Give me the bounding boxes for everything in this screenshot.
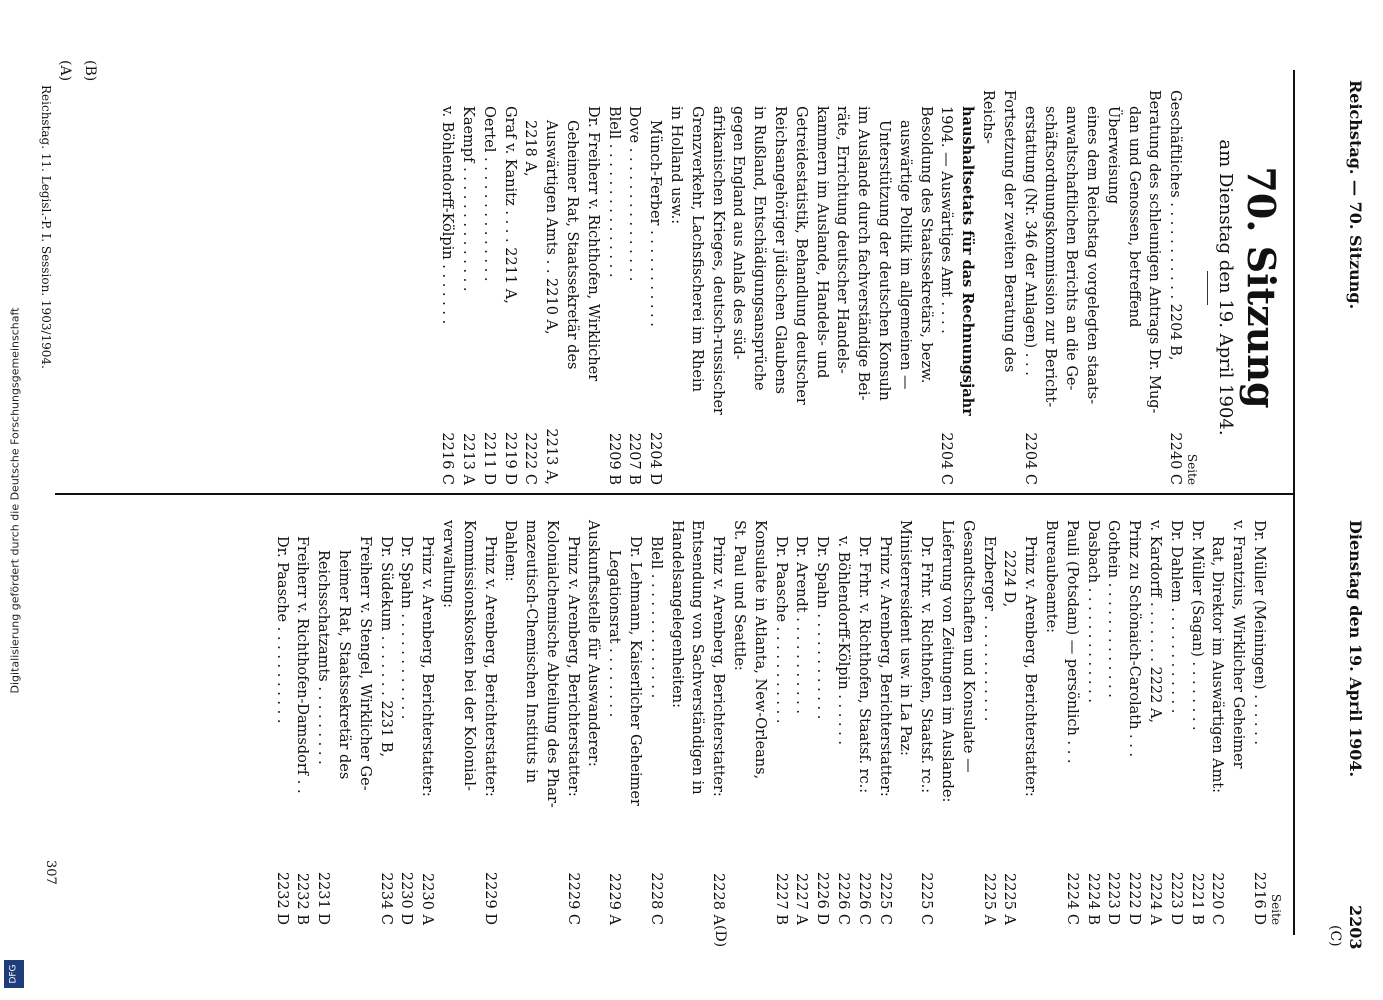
right-entries (271, 520, 1269, 925)
toc-entry-page: 2226 C (855, 872, 872, 925)
toc-entry-text: v. Frantzius, Wirklicher Geheimer (1230, 520, 1247, 769)
toc-entry-text: auswärtige Politik im allgemeinen — (896, 120, 913, 390)
running-header-left: Reichstag. — 70. Sitzung. (1346, 80, 1365, 310)
toc-entry (686, 90, 707, 485)
toc-entry (1248, 520, 1269, 925)
toc-entry-text: v. Böhlendorff-Kölpin . . . . . . . (439, 106, 456, 325)
toc-entry (1019, 90, 1040, 485)
toc-entry-page: 2224 C (1063, 872, 1080, 925)
seite-label: Seite (1185, 453, 1200, 485)
toc-entry (1060, 90, 1081, 485)
toc-entry (416, 520, 437, 925)
toc-entry-text: Dr. Paasche . . . . . . . . . . . (772, 536, 789, 724)
toc-entry (479, 520, 500, 925)
toc-entry-text: Oertel . . . . . . . . . . . . . . (480, 106, 497, 282)
toc-entry-text: Gesandtschaften und Konsulate — (959, 520, 976, 773)
toc-entry (1186, 520, 1207, 925)
toc-entry-text: gegen England aus Anlaß des süd- (730, 106, 747, 360)
left-entries (437, 90, 1186, 485)
toc-entry (458, 520, 479, 925)
toc-entry (333, 520, 354, 925)
toc-entry-text: in Holland usw.: (668, 106, 685, 225)
toc-entry (832, 520, 853, 925)
toc-entry-text: Konsulate in Atlanta, New-Orleans, (751, 520, 768, 780)
printer-signature: 307 (43, 860, 58, 885)
toc-entry-text: Graf v. Kanitz . . . . 2211 A, (501, 106, 518, 304)
toc-entry (999, 520, 1020, 925)
toc-entry (271, 520, 292, 925)
toc-entry-text: anwaltschaftlichen Berichts an die Ge- (1063, 106, 1080, 391)
toc-entry-text: afrikanischen Krieges, deutsch-russischer (709, 106, 726, 415)
toc-entry-text: Dr. Frhr. v. Richthofen, Staatsf. rc.: (855, 536, 872, 794)
toc-entry-text: verwaltung: (439, 520, 456, 609)
toc-entry (457, 90, 478, 485)
toc-entry-text: Dr. Müller (Sagan) . . . . . . . . (1188, 520, 1205, 731)
toc-entry-text: Dove . . . . . . . . . . . . . . . (626, 106, 643, 282)
toc-entry-text: Dr. Frhr. v. Richthofen, Staatsf. rc.: (918, 536, 935, 794)
toc-entry-page: 2225 C (876, 872, 893, 925)
toc-entry-text: Bureaubeamte: (1043, 520, 1060, 634)
header-rule (1293, 70, 1295, 935)
dfg-logo-text: DFG (9, 964, 19, 984)
toc-entry-text: Münch-Ferber . . . . . . . . . . . (647, 120, 664, 327)
toc-entry-text: dan und Genossen, betreffend Überweisung (1104, 106, 1142, 328)
toc-entry-text: v. Böhlendorff-Kölpin . . . . . . (835, 536, 852, 745)
toc-entry (292, 520, 313, 925)
toc-entry (1123, 520, 1144, 925)
toc-entry (375, 520, 396, 925)
toc-entry-text: eines dem Reichstag vorgelegten staats- (1084, 106, 1101, 405)
toc-entry (1040, 520, 1061, 925)
toc-entry-text: Blell . . . . . . . . . . . . . . . (605, 106, 622, 278)
toc-entry-text: Blell . . . . . . . . . . . . . . (647, 536, 664, 699)
toc-entry (936, 90, 957, 485)
toc-entry-page: 2204 C (1021, 432, 1038, 485)
toc-entry-text: Prinz v. Arenberg, Berichterstatter: (419, 536, 436, 797)
toc-entry-text: Prinz zu Schönaich-Carolath . . . (1126, 520, 1143, 758)
session-title: 70. Sitzung (1239, 166, 1284, 409)
toc-entry (811, 520, 832, 925)
toc-entry-text: Lieferung von Zeitungen im Auslande: (939, 520, 956, 803)
toc-entry (977, 90, 1019, 485)
toc-entry-text: Dr. Freiherr v. Richthofen, Wirklicher (584, 106, 601, 382)
toc-entry (1227, 520, 1248, 925)
toc-entry-text: Prinz v. Arenberg, Berichterstatter: (710, 536, 727, 797)
toc-entry-page: 2220 C (1209, 872, 1226, 925)
toc-entry-text: Auswärtigen Amts . . 2210 A, (543, 120, 560, 335)
toc-entry (1019, 520, 1040, 925)
toc-entry-text: Reichsangehöriger jüdischen Glaubens (772, 106, 789, 394)
toc-entry-text: Grenzverkehr, Lachsfischerei im Rhein (688, 106, 705, 392)
toc-entry (707, 520, 728, 925)
page-number: 2203 (1346, 905, 1365, 950)
toc-entry-page: 2222 C (522, 432, 539, 485)
toc-entry (354, 520, 375, 925)
toc-entry-text: v. Kardorff . . . . . . . 2222 A, (1147, 520, 1164, 724)
toc-entry-text: schäftsordnungskommission zur Bericht- (1042, 106, 1059, 408)
toc-entry (644, 90, 665, 485)
toc-entry (500, 520, 521, 925)
toc-entry (811, 90, 832, 485)
toc-entry-text: haushaltsetats für das Rechnungsjahr (959, 106, 977, 416)
toc-entry-text: Rat, Direktor im Auswärtigen Amt: (1209, 536, 1226, 794)
toc-entry (769, 90, 790, 485)
toc-entry-text: Prinz v. Arenberg, Berichterstatter: (564, 536, 581, 797)
toc-entry-text: Prinz v. Arenberg, Berichterstatter: (1022, 536, 1039, 797)
toc-entry-text: 2224 D, (1001, 550, 1018, 608)
toc-entry-text: Dr. Arendt . . . . . . . . . . . (793, 536, 810, 715)
toc-entry (437, 90, 458, 485)
toc-entry-page: 2230 A (419, 873, 436, 925)
toc-entry-text: 1904. — Auswärtiges Amt . . . . (938, 106, 955, 334)
toc-entry-page: 2216 D (1251, 871, 1267, 925)
toc-entry (790, 90, 811, 485)
toc-entry-page: 2216 C (439, 432, 456, 485)
toc-entry-page: 2229 A (606, 873, 623, 925)
toc-entry-text: Dr. Müller (Meiningen) . . . . . . (1251, 520, 1267, 745)
column-divider (55, 493, 1295, 495)
toc-entry-text: Handelsangelegenheiten: (668, 520, 685, 709)
toc-entry-page: 2224 B (1084, 872, 1101, 925)
toc-entry (915, 90, 936, 485)
toc-entry-page: 2225 A (1001, 873, 1018, 925)
toc-entry (562, 520, 583, 925)
seite-label: Seite (1269, 893, 1283, 925)
digitization-credit (0, 0, 30, 1000)
toc-entry-text: Dr. Spahn . . . . . . . . . . . . (814, 536, 831, 720)
toc-entry-page: 2234 C (377, 872, 394, 925)
toc-entry (956, 90, 977, 485)
toc-entry (936, 520, 957, 925)
toc-entry (832, 90, 853, 485)
toc-entry-text: Dahlem: (502, 520, 519, 582)
toc-entry-page: 2230 D (398, 871, 415, 925)
toc-entry-page: 2227 A (793, 873, 810, 925)
toc-entry (312, 520, 333, 925)
toc-entry (561, 90, 582, 485)
toc-entry-page: 2222 D (1126, 871, 1143, 925)
toc-entry-page: 2225 C (918, 872, 935, 925)
toc-entry (396, 520, 417, 925)
toc-entry (437, 520, 458, 925)
toc-entry (770, 520, 791, 925)
toc-entry-text: Freiherr v. Stengel, Wirklicher Ge- (356, 536, 373, 791)
toc-entry-text: Prinz v. Arenberg, Berichterstatter: (481, 536, 498, 797)
toc-entry-text: heimer Rat, Staatssekretär des (335, 550, 352, 780)
toc-entry-text: Fortsetzung der zweiten Beratung des Reichs- (980, 90, 1017, 373)
toc-entry (1165, 520, 1186, 925)
toc-entry-text: Dr. Dahlem . . . . . . . . . . . . (1167, 520, 1184, 714)
toc-entry (852, 90, 873, 485)
toc-entry (541, 520, 562, 925)
toc-entry-page: 2229 D (481, 871, 498, 925)
dfg-logo (4, 960, 24, 988)
toc-entry (957, 520, 978, 925)
toc-entry (499, 90, 520, 485)
toc-entry-page: 2223 D (1105, 871, 1122, 925)
toc-entry-text: Dr. Lehmann, Kaiserlicher Geheimer (627, 536, 644, 806)
toc-entry-text: Besoldung des Staatssekretärs, bezw. (917, 106, 934, 384)
toc-entry (1061, 520, 1082, 925)
toc-entry-text: Erzberger . . . . . . . . . . . . (980, 536, 997, 722)
toc-entry-text: kammern im Auslande, Handels- und (813, 106, 830, 379)
toc-entry-text: Geschäftliches . . . . . . . . . . . 2204 B, (1167, 90, 1184, 361)
toc-entry (1144, 520, 1165, 925)
toc-entry (541, 90, 562, 485)
toc-entry (1164, 90, 1185, 485)
toc-entry-text: Dr. Paasche . . . . . . . . . . . (273, 536, 290, 724)
toc-entry (645, 520, 666, 925)
toc-entry-page: 2224 A (1147, 873, 1164, 925)
toc-entry (853, 520, 874, 925)
toc-entry-text: Legationsrat . . . . . . . . (606, 550, 623, 718)
toc-entry-text: St. Paul und Seattle: (731, 520, 748, 671)
toc-entry (583, 520, 604, 925)
toc-entry-page: 2225 A (980, 873, 997, 925)
toc-entry-text: Kaempf . . . . . . . . . . . . . . (460, 106, 477, 292)
toc-entry (624, 520, 645, 925)
toc-entry-text: Kolonialchemische Abteilung des Phar- (543, 520, 560, 808)
toc-entry-page: 2226 D (814, 871, 831, 925)
toc-entry-page: 2207 B (626, 432, 643, 485)
toc-entry-page: 2223 D (1167, 871, 1184, 925)
toc-entry-text: im Auslande durch fachverständige Bei- (855, 106, 872, 401)
toc-entry-page: 2227 B (772, 872, 789, 925)
toc-entry-page: 2231 D (315, 871, 332, 925)
toc-entry (582, 90, 603, 485)
toc-entry-text: Dasbach . . . . . . . . . . . . . (1084, 520, 1101, 703)
toc-entry-page: 2240 C (1167, 432, 1184, 485)
digitization-credit-text: Digitalisierung gefördert durch die Deutsche Forschungsgemeinschaft (8, 307, 22, 693)
toc-entry-page: 2204 D (647, 431, 664, 485)
toc-entry (915, 520, 936, 925)
toc-entry-text: Dr. Spahn . . . . . . . . . . . . (398, 536, 415, 720)
toc-entry (520, 90, 541, 485)
toc-entry (665, 90, 686, 485)
toc-entry (604, 520, 625, 925)
margin-mark-d: (D) (712, 925, 728, 948)
volume-footer: Reichstag. 11. Legisl.-P. I. Session. 1903/1904. (39, 85, 53, 369)
toc-entry-page: 2204 C (938, 432, 955, 485)
toc-entry-page: 2232 B (294, 872, 311, 925)
toc-entry-text: räte, Errichtung deutscher Handels- (834, 106, 851, 374)
toc-entry (1207, 520, 1228, 925)
toc-entry (749, 520, 770, 925)
toc-entry-text: Pauli (Potsdam) — persönlich . . . (1063, 520, 1080, 764)
toc-entry (520, 520, 541, 925)
margin-mark-b: (B) (82, 60, 98, 82)
toc-entry-text: 2218 A, (522, 120, 539, 177)
running-header-right: Dienstag den 19. April 1904. (1346, 520, 1365, 778)
toc-entry-text: Auskunftsstelle für Auswanderer: (585, 520, 602, 767)
toc-entry (1081, 90, 1102, 485)
toc-entry-text: Gothein . . . . . . . . . . . . . (1105, 520, 1122, 698)
title-divider (1207, 271, 1208, 305)
toc-entry-text: Freiherr v. Richthofen-Damsdorf . . (294, 536, 311, 794)
toc-entry (1040, 90, 1061, 485)
toc-entry-text: Reichsschatzamts . . . . . . . . . (315, 550, 332, 765)
toc-entry-page: 2213 A (460, 433, 477, 485)
toc-entry-page: 2221 B (1188, 872, 1205, 925)
toc-entry (895, 520, 916, 925)
toc-entry-page: 2211 D (480, 431, 497, 485)
toc-entry-text: Getreidestatistik, Behandlung deutscher (792, 106, 809, 405)
toc-entry (873, 90, 894, 485)
toc-entry-text: Dr. Südekum . . . . . . . 2231 B, (377, 536, 394, 758)
toc-entry (791, 520, 812, 925)
toc-entry (874, 520, 895, 925)
toc-entry-text: Entsendung von Sachverständigen in (689, 520, 706, 795)
right-column (271, 520, 1283, 925)
toc-entry (1103, 520, 1124, 925)
toc-entry (1144, 90, 1165, 485)
toc-entry (1102, 90, 1144, 485)
toc-entry-page: 2226 C (835, 872, 852, 925)
left-column (437, 90, 1283, 485)
toc-entry (728, 520, 749, 925)
toc-entry-text: Kommissionskosten bei der Kolonial- (460, 520, 477, 791)
toc-entry-page: 2228 C (647, 872, 664, 925)
toc-entry-page: 2209 B (605, 432, 622, 485)
toc-entry (603, 90, 624, 485)
toc-entry (666, 520, 687, 925)
toc-entry-text: Beratung des schleunigen Antrags Dr. Mug- (1146, 90, 1163, 414)
toc-entry (687, 520, 708, 925)
toc-entry (894, 90, 915, 485)
toc-entry-text: Geheimer Rat, Staatssekretär des (564, 120, 581, 370)
toc-entry (1082, 520, 1103, 925)
toc-entry-text: Ministerresident usw. in La Paz: (897, 520, 914, 756)
margin-mark-c: (C) (1327, 925, 1343, 947)
toc-entry (728, 90, 749, 485)
toc-entry-page: 2213 A, (543, 428, 560, 485)
toc-entry-page: 2228 A (710, 873, 727, 925)
toc-entry-page: 2229 C (564, 872, 581, 925)
toc-entry-text: in Rußland, Entschädigungsansprüche (751, 106, 768, 391)
margin-mark-a: (A) (57, 60, 73, 82)
toc-entry-text: Unterstützung der deutschen Konsuln (876, 120, 893, 401)
toc-entry (624, 90, 645, 485)
toc-entry-text: Prinz v. Arenberg, Berichterstatter: (876, 536, 893, 797)
toc-entry (978, 520, 999, 925)
toc-entry-text: mazeutisch-Chemischen Instituts in (523, 520, 540, 784)
toc-entry-page: 2219 D (501, 431, 518, 485)
toc-entry (748, 90, 769, 485)
toc-entry-page: 2232 D (273, 871, 290, 925)
session-date: am Dienstag den 19. April 1904. (1215, 139, 1236, 436)
toc-entry-text: erstattung (Nr. 346 der Anlagen) . . . (1021, 106, 1038, 376)
toc-entry (707, 90, 728, 485)
toc-entry (478, 90, 499, 485)
